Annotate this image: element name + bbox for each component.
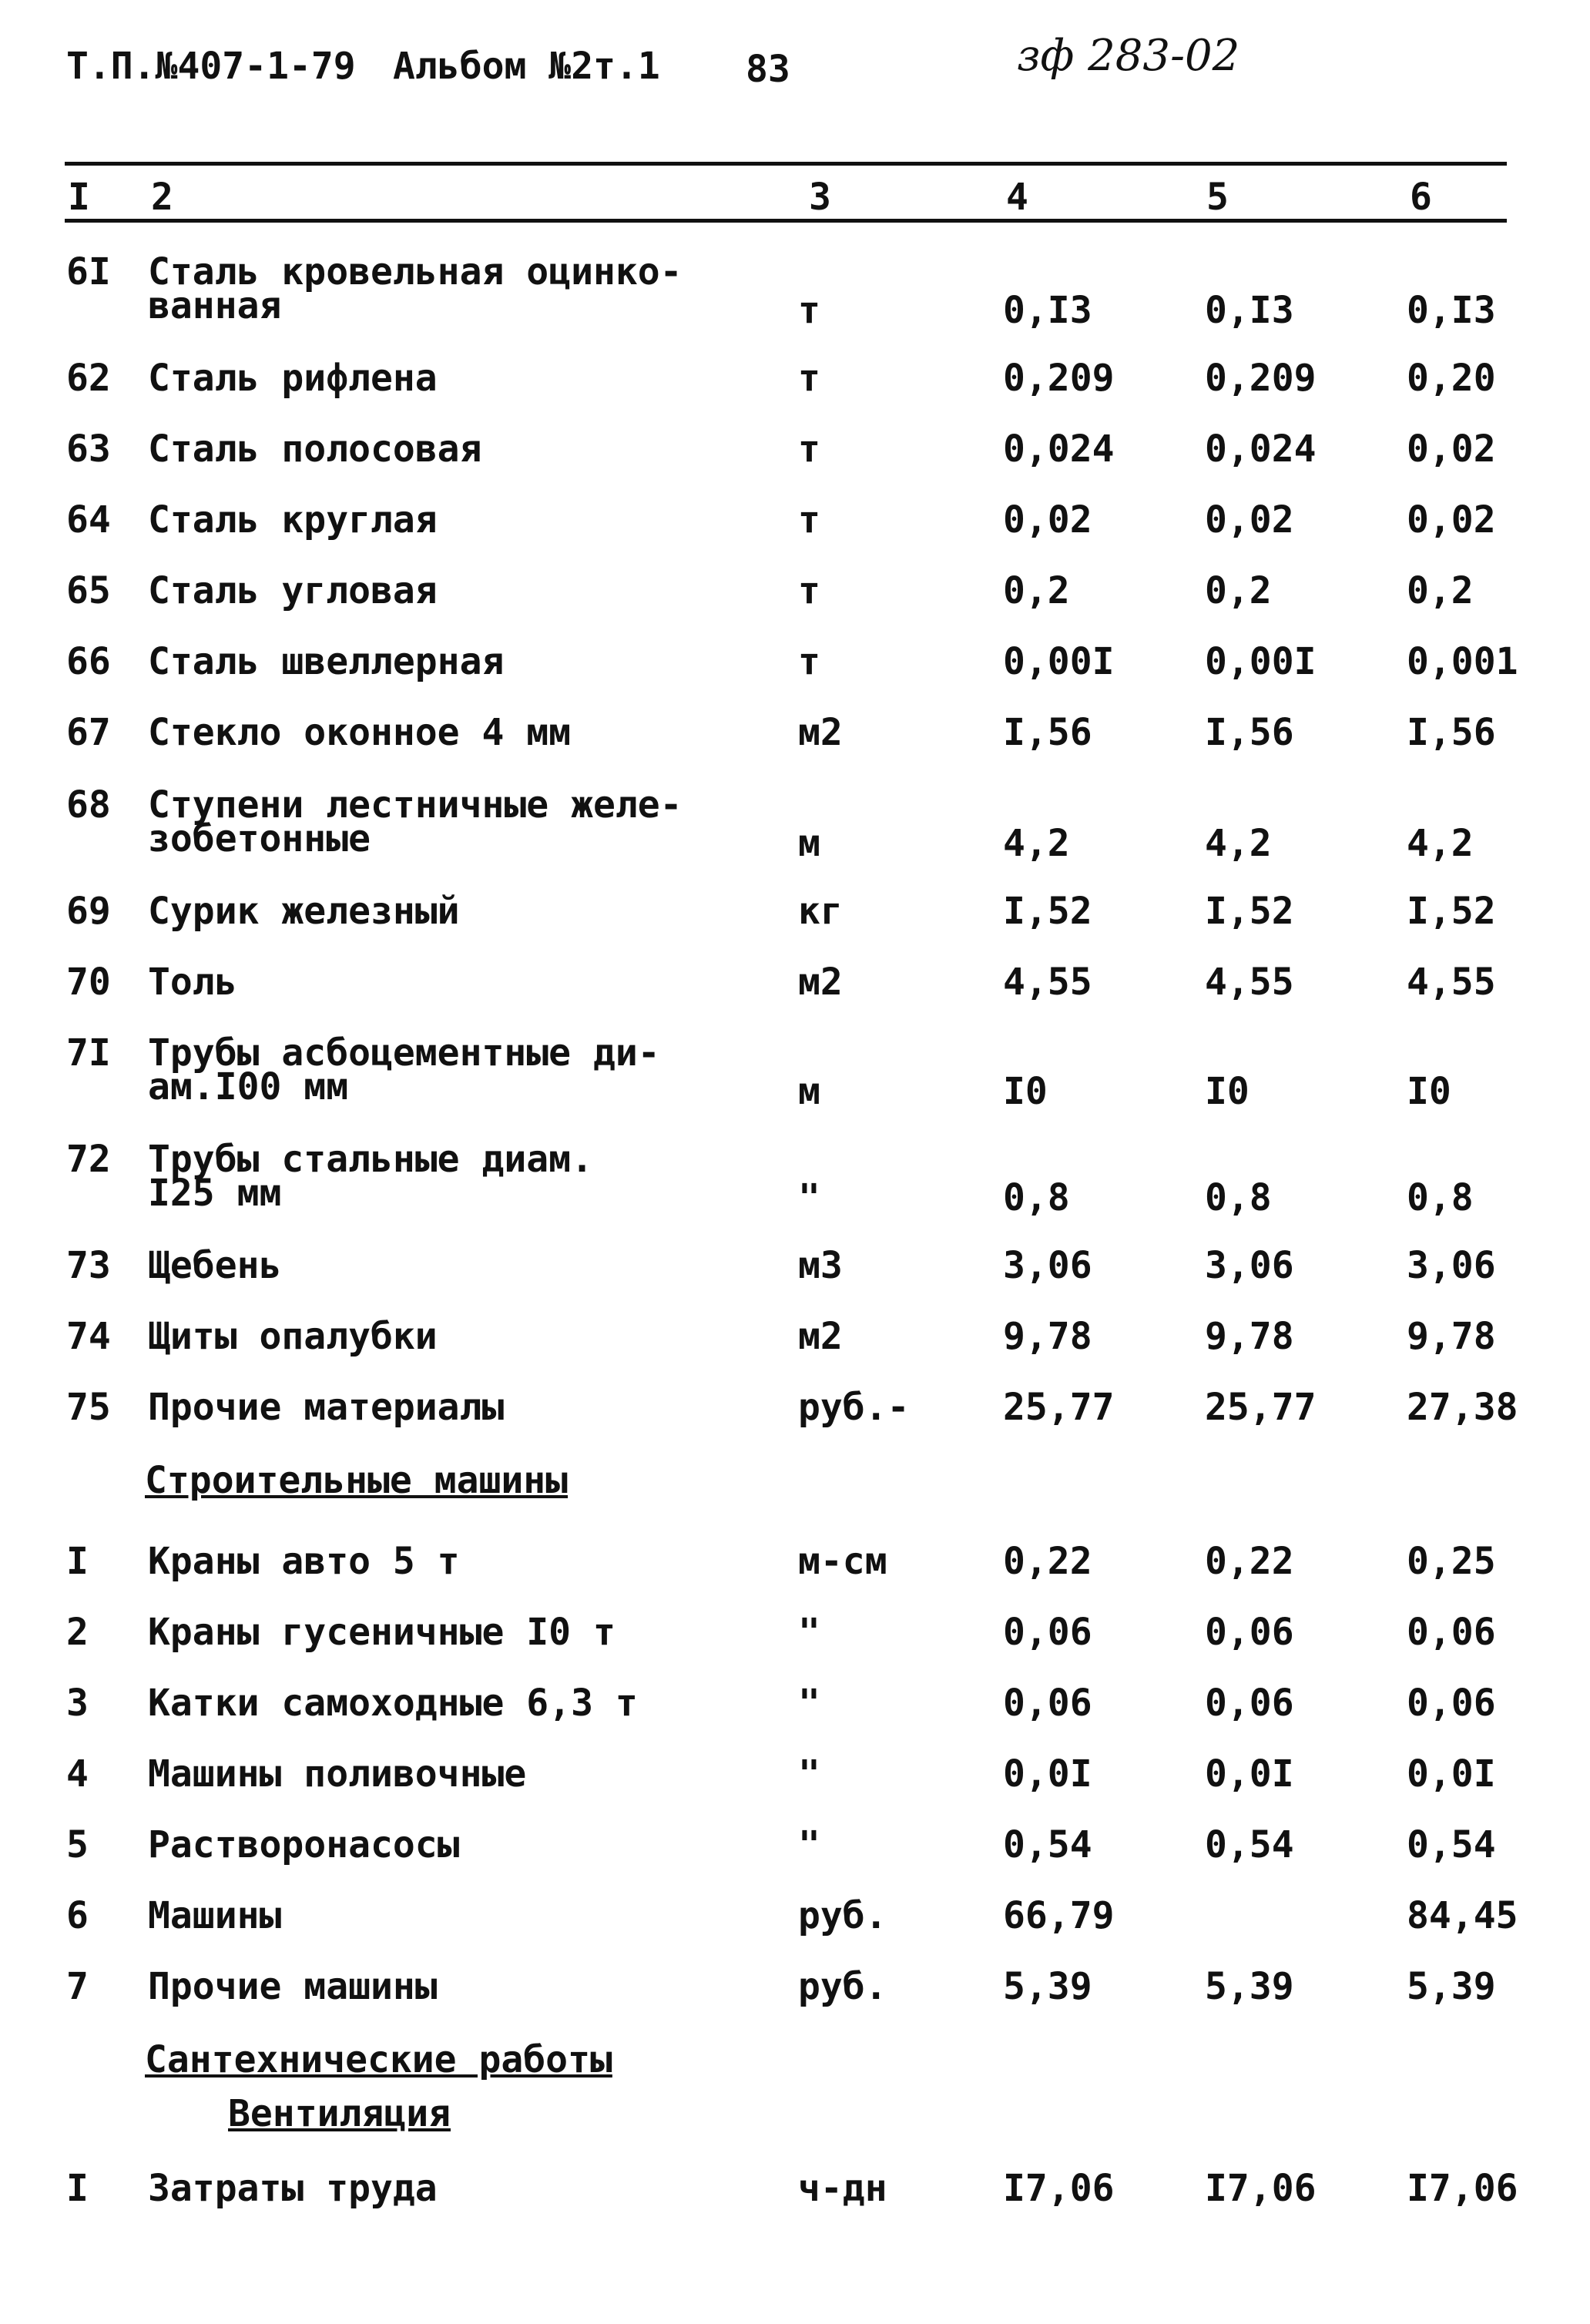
row-unit: руб.: [798, 1894, 887, 1937]
header-rule: [65, 219, 1507, 223]
row-value-col4: 0,8: [1003, 1176, 1070, 1219]
row-unit: м: [798, 822, 820, 865]
row-value-col6: 0,02: [1407, 428, 1496, 471]
row-value-col5: 4,2: [1205, 822, 1272, 865]
handwritten-mark: зф 283-02: [1017, 31, 1240, 81]
row-name-line: Затраты труда: [148, 2167, 438, 2210]
row-value-col5: 0,06: [1205, 1682, 1294, 1725]
row-unit: м3: [798, 1244, 843, 1287]
row-number: 6: [66, 1894, 89, 1937]
row-name-line: ванная: [148, 284, 282, 327]
row-value-col6: 3,06: [1407, 1244, 1496, 1287]
row-unit: м2: [798, 961, 843, 1004]
row-value-col5: I,52: [1205, 890, 1294, 933]
row-number: 68: [66, 783, 111, 827]
row-value-col6: 84,45: [1407, 1894, 1518, 1937]
row-name-line: Прочие машины: [148, 1965, 438, 2008]
row-name-line: Сталь рифлена: [148, 357, 438, 400]
row-number: 74: [66, 1315, 111, 1358]
row-value-col6: 0,2: [1407, 569, 1474, 612]
row-unit: м: [798, 1070, 820, 1113]
row-unit: руб.: [798, 1965, 887, 2008]
row-number: I: [66, 1540, 89, 1583]
row-name-line: Растворонасосы: [148, 1823, 460, 1866]
row-value-col6: 0,25: [1407, 1540, 1496, 1583]
row-value-col4: 0,54: [1003, 1823, 1092, 1866]
row-number: 62: [66, 357, 111, 400]
row-value-col5: 0,I3: [1205, 289, 1294, 332]
row-value-col6: 4,2: [1407, 822, 1474, 865]
row-value-col6: 0,02: [1407, 498, 1496, 542]
row-value-col4: I7,06: [1003, 2167, 1115, 2210]
row-value-col4: 3,06: [1003, 1244, 1092, 1287]
section-heading-ventilation: Вентиляция: [228, 2092, 451, 2135]
row-value-col6: 0,06: [1407, 1682, 1496, 1725]
row-value-col6: 0,0I: [1407, 1752, 1496, 1796]
row-value-col6: 0,I3: [1407, 289, 1496, 332]
row-value-col5: 0,024: [1205, 428, 1317, 471]
row-value-col5: I,56: [1205, 711, 1294, 754]
column-header-5: 5: [1206, 176, 1229, 219]
row-number: 67: [66, 711, 111, 754]
row-value-col5: 0,02: [1205, 498, 1294, 542]
row-value-col6: 27,38: [1407, 1386, 1518, 1429]
row-value-col4: I,56: [1003, 711, 1092, 754]
row-number: 65: [66, 569, 111, 612]
column-header-6: 6: [1410, 176, 1432, 219]
row-name-line: Сталь угловая: [148, 569, 438, 612]
row-number: 73: [66, 1244, 111, 1287]
row-value-col5: 0,0I: [1205, 1752, 1294, 1796]
row-value-col6: 0,8: [1407, 1176, 1474, 1219]
row-value-col5: 5,39: [1205, 1965, 1294, 2008]
row-unit: ": [798, 1823, 820, 1866]
row-unit: т: [798, 640, 820, 683]
row-unit: т: [798, 569, 820, 612]
row-value-col4: 0,00I: [1003, 640, 1115, 683]
row-value-col5: 0,22: [1205, 1540, 1294, 1583]
row-name-line: Краны гусеничные I0 т: [148, 1611, 616, 1654]
row-value-col6: 5,39: [1407, 1965, 1496, 2008]
row-value-col4: 66,79: [1003, 1894, 1115, 1937]
row-value-col5: 0,06: [1205, 1611, 1294, 1654]
row-name-line: Щиты опалубки: [148, 1315, 438, 1358]
row-name-line: Прочие материалы: [148, 1386, 505, 1429]
row-unit: кг: [798, 890, 843, 933]
row-value-col4: 0,024: [1003, 428, 1115, 471]
row-value-col4: 0,06: [1003, 1682, 1092, 1725]
row-name-line: Стекло оконное 4 мм: [148, 711, 572, 754]
row-number: 5: [66, 1823, 89, 1866]
row-name-line: Машины поливочные: [148, 1752, 527, 1796]
row-value-col4: 0,2: [1003, 569, 1070, 612]
row-unit: ": [798, 1682, 820, 1725]
row-number: 72: [66, 1138, 111, 1181]
row-unit: т: [798, 289, 820, 332]
column-header-2: 2: [151, 176, 173, 219]
row-value-col4: I0: [1003, 1070, 1048, 1113]
row-name-line: Машины: [148, 1894, 282, 1937]
row-value-col4: 0,0I: [1003, 1752, 1092, 1796]
row-unit: руб.-: [798, 1386, 910, 1429]
row-value-col4: 0,22: [1003, 1540, 1092, 1583]
row-number: 6I: [66, 250, 111, 293]
row-name-line: I25 мм: [148, 1172, 282, 1215]
page-header: [0, 0, 1590, 154]
row-name-line: зобетонные: [148, 817, 371, 860]
row-number: 7I: [66, 1031, 111, 1075]
row-value-col6: I,56: [1407, 711, 1496, 754]
row-name-line: Сталь швеллерная: [148, 640, 505, 683]
row-value-col6: 0,54: [1407, 1823, 1496, 1866]
row-value-col4: I,52: [1003, 890, 1092, 933]
row-value-col6: I7,06: [1407, 2167, 1518, 2210]
row-number: 63: [66, 428, 111, 471]
section-heading-sanitary: Сантехнические работы: [145, 2038, 612, 2081]
row-value-col4: 0,I3: [1003, 289, 1092, 332]
row-value-col4: 0,06: [1003, 1611, 1092, 1654]
row-number: I: [66, 2167, 89, 2210]
section-heading-machines: Строительные машины: [145, 1459, 569, 1502]
row-name-line: Катки самоходные 6,3 т: [148, 1682, 638, 1725]
top-rule: [65, 162, 1507, 166]
row-unit: ч-дн: [798, 2167, 887, 2210]
row-value-col5: 0,209: [1205, 357, 1317, 400]
row-number: 7: [66, 1965, 89, 2008]
row-name-line: Краны авто 5 т: [148, 1540, 460, 1583]
row-name-line: Толь: [148, 961, 237, 1004]
row-name-line: Трубы стальные диам.: [148, 1138, 593, 1181]
row-value-col5: 25,77: [1205, 1386, 1317, 1429]
row-value-col6: 0,001: [1407, 640, 1518, 683]
row-number: 69: [66, 890, 111, 933]
row-value-col5: 0,2: [1205, 569, 1272, 612]
row-number: 66: [66, 640, 111, 683]
row-value-col5: 3,06: [1205, 1244, 1294, 1287]
row-number: 64: [66, 498, 111, 542]
row-value-col5: I0: [1205, 1070, 1250, 1113]
row-name-line: Ступени лестничные желе-: [148, 783, 683, 827]
row-value-col5: 9,78: [1205, 1315, 1294, 1358]
row-unit: м2: [798, 711, 843, 754]
row-value-col4: 4,2: [1003, 822, 1070, 865]
row-number: 4: [66, 1752, 89, 1796]
row-value-col5: 4,55: [1205, 961, 1294, 1004]
page-number: 83: [746, 48, 790, 91]
row-unit: т: [798, 498, 820, 542]
row-value-col5: 0,54: [1205, 1823, 1294, 1866]
row-name-line: Трубы асбоцементные ди-: [148, 1031, 660, 1075]
row-value-col5: 0,00I: [1205, 640, 1317, 683]
row-value-col6: I0: [1407, 1070, 1451, 1113]
row-unit: ": [798, 1176, 820, 1219]
row-unit: ": [798, 1611, 820, 1654]
album-label: Альбом №2т.1: [393, 45, 660, 88]
row-unit: т: [798, 428, 820, 471]
row-value-col6: 0,06: [1407, 1611, 1496, 1654]
row-unit: м-см: [798, 1540, 887, 1583]
row-unit: т: [798, 357, 820, 400]
row-value-col5: I7,06: [1205, 2167, 1317, 2210]
row-value-col4: 4,55: [1003, 961, 1092, 1004]
row-value-col5: 0,8: [1205, 1176, 1272, 1219]
row-value-col6: 0,20: [1407, 357, 1496, 400]
column-header-3: 3: [809, 176, 831, 219]
document-code: Т.П.№407-1-79: [66, 45, 356, 88]
row-name-line: Сталь круглая: [148, 498, 438, 542]
row-value-col4: 9,78: [1003, 1315, 1092, 1358]
row-name-line: Сурик железный: [148, 890, 460, 933]
column-header-1: I: [68, 176, 90, 219]
row-value-col4: 25,77: [1003, 1386, 1115, 1429]
row-value-col6: I,52: [1407, 890, 1496, 933]
row-unit: м2: [798, 1315, 843, 1358]
row-number: 70: [66, 961, 111, 1004]
row-number: 75: [66, 1386, 111, 1429]
row-value-col4: 0,02: [1003, 498, 1092, 542]
row-value-col6: 4,55: [1407, 961, 1496, 1004]
row-value-col6: 9,78: [1407, 1315, 1496, 1358]
row-name-line: ам.I00 мм: [148, 1065, 349, 1108]
row-name-line: Щебень: [148, 1244, 282, 1287]
row-number: 2: [66, 1611, 89, 1654]
row-name-line: Сталь кровельная оцинко-: [148, 250, 683, 293]
row-value-col4: 0,209: [1003, 357, 1115, 400]
row-unit: ": [798, 1752, 820, 1796]
row-number: 3: [66, 1682, 89, 1725]
column-header-4: 4: [1006, 176, 1028, 219]
row-name-line: Сталь полосовая: [148, 428, 482, 471]
row-value-col4: 5,39: [1003, 1965, 1092, 2008]
